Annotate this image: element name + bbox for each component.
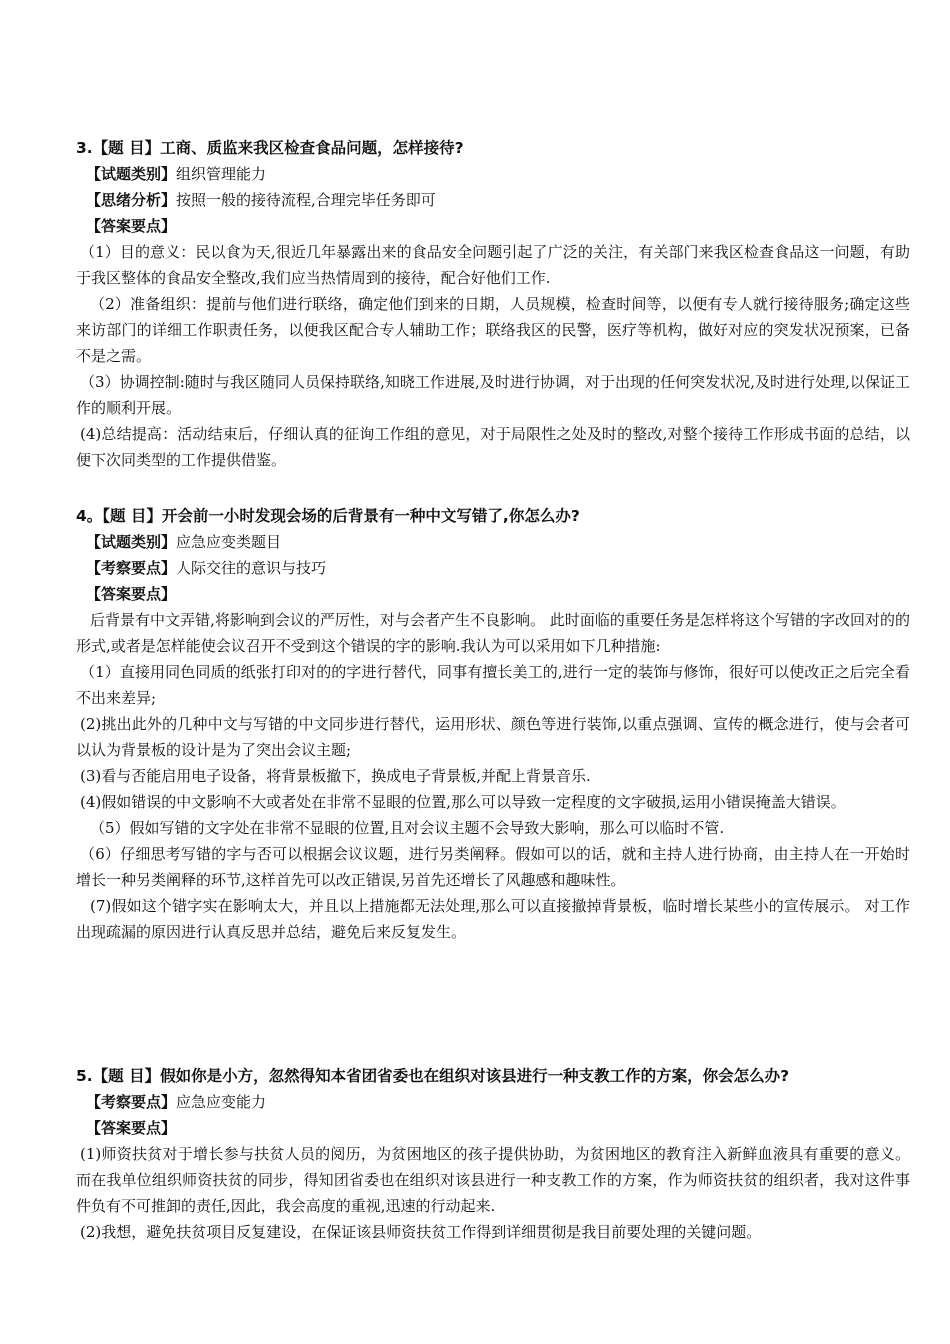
field-label: 【考察要点】: [86, 559, 177, 577]
question-5-title: 5.【题 目】假如你是小方，忽然得知本省团省委也在组织对该县进行一种支教工作的方案，你会怎么办?: [76, 1067, 790, 1085]
field-value: 组织管理能力: [176, 165, 267, 183]
question-5-section: [76, 1063, 910, 1245]
field-value: 应急应变能力: [176, 1093, 267, 1111]
field-value: 应急应变类题目: [176, 533, 282, 551]
field-value: 按照一般的接待流程,合理完毕任务即可: [176, 191, 436, 209]
question-4-section: [76, 503, 910, 945]
question-3-section: [76, 135, 910, 473]
field-label: 【答案要点】: [86, 1119, 177, 1137]
field-label: 【思绪分析】: [86, 191, 177, 209]
question-3-paragraph: （2）准备组织：提前与他们进行联络，确定他们到来的日期，人员规模，检查时间等，以便有专人就行接待服务;确定这些来访部门的详细工作职责任务，以便我区配合专人辅助工作；联络我区的民警，医疗等机构，做好对应的突发状况预案，已备不是之需。: [76, 295, 910, 365]
field-label: 【试题类别】: [86, 533, 177, 551]
question-3-category: [76, 161, 910, 187]
question-5-paragraph: (2)我想，避免扶贫项目反复建设，在保证该县师资扶贫工作得到详细贯彻是我目前要处理的关键问题。: [80, 1223, 762, 1241]
question-5-focus: [76, 1089, 910, 1115]
question-4-focus: [76, 555, 910, 581]
question-3-paragraph: （1）目的意义：民以食为天,很近几年暴露出来的食品安全问题引起了广泛的关注，有关部门来我区检查食品这一问题，有助于我区整体的食品安全整改,我们应当热情周到的接待，配合好他们工作.: [76, 243, 910, 287]
question-4-paragraph: （6）仔细思考写错的字与否可以根据会议议题，进行另类阐释。假如可以的话，就和主持人进行协商，由主持人在一开始时增长一种另类阐释的环节,这样首先可以改正错误,另首先还增长了风趣感和趣味性。: [76, 845, 910, 889]
question-4-category: [76, 529, 910, 555]
question-4-paragraph: (4)假如错误的中文影响不大或者处在非常不显眼的位置,那么可以导致一定程度的文字破损,运用小错误掩盖大错误。: [80, 793, 846, 811]
question-4-answer-header: [76, 581, 910, 607]
question-4-title: 4。【题 目】开会前一小时发现会场的后背景有一种中文写错了,你怎么办?: [76, 507, 580, 525]
field-label: 【答案要点】: [86, 585, 177, 603]
question-4-paragraph: (7)假如这个错字实在影响太大，并且以上措施都无法处理,那么可以直接撤掉背景板，临时增长某些小的宣传展示。 对工作出现疏漏的原因进行认真反思并总结，避免后来反复发生。: [76, 897, 910, 941]
question-5-answer-header: [76, 1115, 910, 1141]
question-4-paragraph: 后背景有中文弄错,将影响到会议的严厉性，对与会者产生不良影响。 此时面临的重要任务是怎样将这个写错的字改回对的的形式,或者是怎样能使会议召开不受到这个错误的字的影响.我认为可以采用如下几种措施:: [76, 611, 910, 655]
field-value: 人际交往的意识与技巧: [176, 559, 327, 577]
question-3-answer-header: [76, 213, 910, 239]
question-3-analysis: [76, 187, 910, 213]
field-label: 【答案要点】: [86, 217, 177, 235]
question-3-title: 3.【题 目】工商、质监来我区检查食品问题，怎样接待?: [76, 139, 464, 157]
field-label: 【考察要点】: [86, 1093, 177, 1111]
question-5-paragraph: (1)师资扶贫对于增长参与扶贫人员的阅历，为贫困地区的孩子提供协助，为贫困地区的教育注入新鲜血液具有重要的意义。而在我单位组织师资扶贫的同步，得知团省委也在组织对该县进行一种支教工作的方案，作为师资扶贫的组织者，我对这件事件负有不可推卸的责任,因此，我会高度的重视,迅速的行动起来.: [76, 1145, 910, 1215]
question-3-paragraph: (4)总结提高：活动结束后，仔细认真的征询工作组的意见，对于局限性之处及时的整改,对整个接待工作形成书面的总结，以便下次同类型的工作提供借鉴。: [76, 425, 910, 469]
question-4-paragraph: (3)看与否能启用电子设备，将背景板撤下，换成电子背景板,并配上背景音乐.: [80, 767, 591, 785]
question-3-paragraph: （3）协调控制:随时与我区随同人员保持联络,知晓工作进展,及时进行协调，对于出现的任何突发状况,及时进行处理,以保证工作的顺利开展。: [76, 373, 910, 417]
question-4-paragraph: (2)挑出此外的几种中文与写错的中文同步进行替代，运用形状、颜色等进行装饰,以重点强调、宣传的概念进行，使与会者可以认为背景板的设计是为了突出会议主题;: [76, 715, 910, 759]
question-4-paragraph: （1）直接用同色同质的纸张打印对的的字进行替代，同事有擅长美工的,进行一定的装饰与修饰，很好可以使改正之后完全看不出来差异;: [76, 663, 910, 707]
question-4-paragraph: （5）假如写错的文字处在非常不显眼的位置,且对会议主题不会导致大影响，那么可以临时不管.: [90, 819, 725, 837]
field-label: 【试题类别】: [86, 165, 177, 183]
